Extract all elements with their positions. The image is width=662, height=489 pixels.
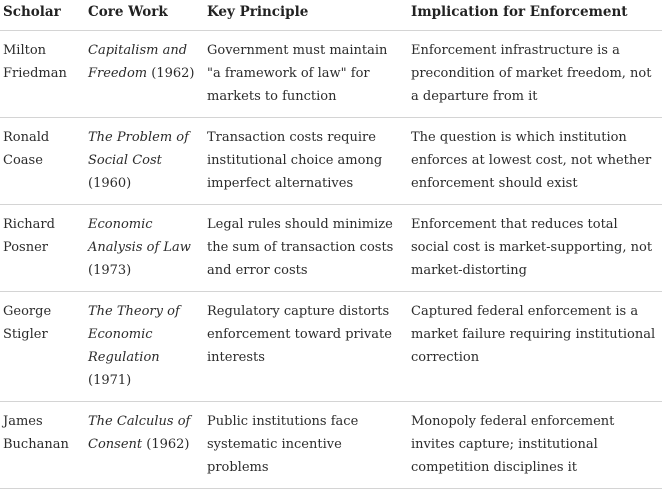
implication-cell: Monopoly federal enforcement invites capture; institutional competition disciplines it xyxy=(408,402,662,489)
table-row xyxy=(0,292,662,402)
principle-cell: Public institutions face systematic incentive problems xyxy=(204,402,408,489)
principle-cell: Legal rules should minimize the sum of transaction costs and error costs xyxy=(204,205,408,292)
header-implication: Implication for Enforcement xyxy=(408,0,662,31)
scholar-cell: Ronald Coase xyxy=(0,118,85,205)
header-key-principle: Key Principle xyxy=(204,0,408,31)
implication-cell: Enforcement that reduces total social cost is market-supporting, not market-distorting xyxy=(408,205,662,292)
work-year: (1962) xyxy=(146,437,190,452)
table-row xyxy=(0,118,662,205)
table-row xyxy=(0,402,662,489)
header-core-work: Core Work xyxy=(85,0,204,31)
work-title: The Calculus of Consent xyxy=(88,414,191,452)
implication-cell: Enforcement infrastructure is a precondition of market freedom, not a departure from it xyxy=(408,31,662,118)
scholar-cell: James Buchanan xyxy=(0,402,85,489)
core-work-cell xyxy=(85,292,204,402)
core-work-cell xyxy=(85,402,204,489)
principle-cell: Regulatory capture distorts enforcement toward private interests xyxy=(204,292,408,402)
header-scholar: Scholar xyxy=(0,0,85,31)
work-title: Capitalism and Freedom xyxy=(88,43,188,81)
scholar-cell: Richard Posner xyxy=(0,205,85,292)
principle-cell: Transaction costs require institutional choice among imperfect alternatives xyxy=(204,118,408,205)
core-work-cell xyxy=(85,31,204,118)
work-title: The Problem of Social Cost xyxy=(88,130,189,168)
table-row xyxy=(0,31,662,118)
work-year: (1973) xyxy=(88,263,132,278)
implication-cell: Captured federal enforcement is a market failure requiring institutional correction xyxy=(408,292,662,402)
work-title: The Theory of Economic Regulation xyxy=(88,304,180,365)
work-title: Economic Analysis of Law xyxy=(88,217,191,255)
table-header-row xyxy=(0,0,662,31)
scholar-cell: George Stigler xyxy=(0,292,85,402)
work-year: (1971) xyxy=(88,373,132,388)
scholar-cell: Milton Friedman xyxy=(0,31,85,118)
principle-cell: Government must maintain "a framework of law" for markets to function xyxy=(204,31,408,118)
implication-cell: The question is which institution enforces at lowest cost, not whether enforcement should exist xyxy=(408,118,662,205)
core-work-cell xyxy=(85,205,204,292)
work-year: (1962) xyxy=(151,66,195,81)
work-year: (1960) xyxy=(88,176,132,191)
table-row xyxy=(0,205,662,292)
core-work-cell xyxy=(85,118,204,205)
